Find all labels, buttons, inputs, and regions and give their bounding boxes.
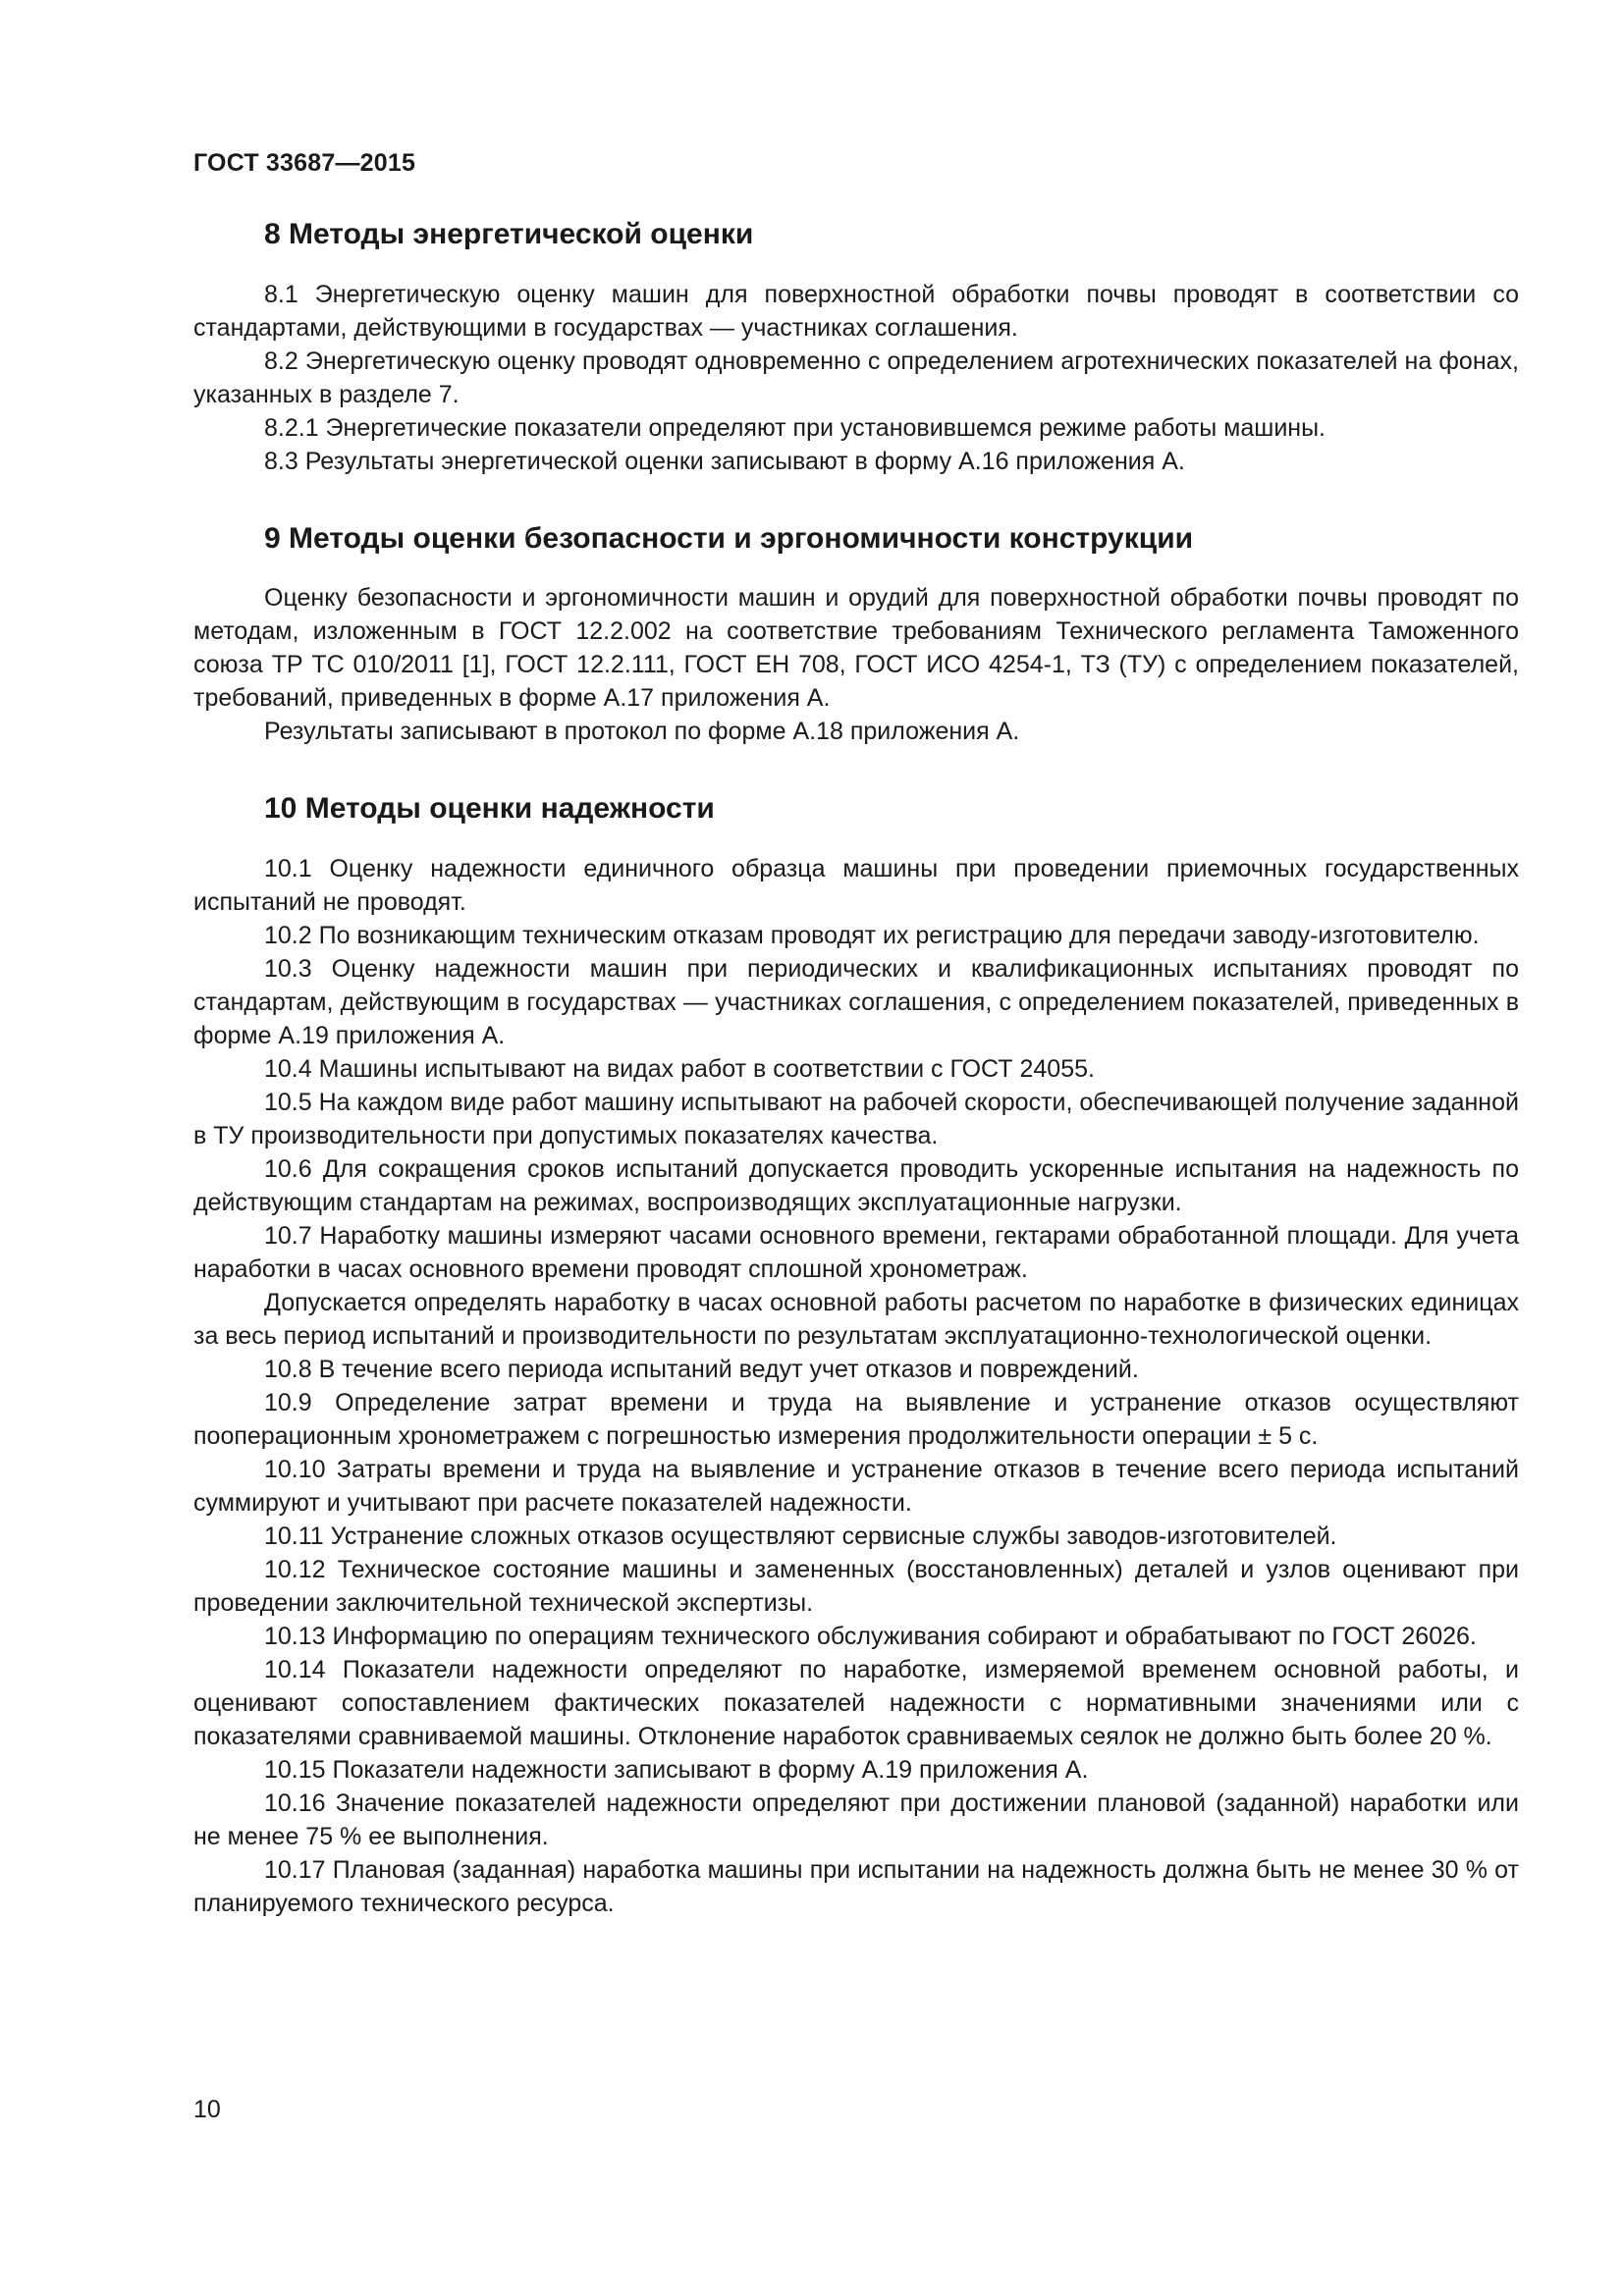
paragraph: 10.6 Для сокращения сроков испытаний допускается проводить ускоренные испытания на надежность по действующим стандартам на режимах, воспроизводящих эксплуатационные нагрузки. (193, 1154, 1519, 1216)
paragraph: 10.2 По возникающим техническим отказам проводят их регистрацию для передачи заводу-изготовителю. (264, 921, 1480, 949)
section-8 (193, 216, 1519, 478)
section-heading: 10 Методы оценки надежности (264, 792, 715, 825)
paragraph: 10.5 На каждом виде работ машину испытывают на рабочей скорости, обеспечивающей получение заданной в ТУ производительности при допустимых показателях качества. (193, 1088, 1519, 1149)
document-body (193, 216, 1519, 1920)
section-heading: 9 Методы оценки безопасности и эргономичности конструкции (264, 521, 1194, 555)
paragraph: 10.3 Оценку надежности машин при периодических и квалификационных испытаниях проводят по стандартам, действующим в государствах — участниках соглашения, с определением показателей, приведенных в форме А.19 приложения А. (193, 954, 1519, 1049)
paragraph: 10.4 Машины испытывают на видах работ в соответствии с ГОСТ 24055. (264, 1054, 1095, 1083)
page-number: 10 (193, 2096, 221, 2123)
section-10 (193, 790, 1519, 1920)
document-header: ГОСТ 33687—2015 (193, 149, 416, 177)
paragraph: 10.16 Значение показателей надежности определяют при достижении плановой (заданной) наработки или не менее 75 % ее выполнения. (193, 1789, 1519, 1850)
section-heading: 8 Методы энергетической оценки (264, 218, 754, 250)
paragraph: Результаты записывают в протокол по форме А.18 приложения А. (264, 718, 1020, 745)
paragraph: 10.10 Затраты времени и труда на выявление и устранение отказов в течение всего периода испытаний суммируют и учитывают при расчете показателей надежности. (193, 1455, 1519, 1517)
paragraph: 10.1 Оценку надежности единичного образца машины при проведении приемочных государственных испытаний не проводят. (193, 854, 1519, 916)
paragraph: 10.9 Определение затрат времени и труда на выявление и устранение отказов осуществляют пооперационным хронометражем с погрешностью измерения продолжительности операции ± 5 с. (193, 1388, 1519, 1450)
paragraph: 8.3 Результаты энергетической оценки записывают в форму А.16 приложения А. (264, 447, 1185, 475)
paragraph: 10.7 Наработку машины измеряют часами основного времени, гектарами обработанной площади. Для учета наработки в часах основного времени проводят сплошной хронометраж. (193, 1221, 1519, 1283)
paragraph: 8.2 Энергетическую оценку проводят одновременно с определением агротехнических показателей на фонах, указанных в разделе 7. (193, 347, 1519, 408)
paragraph: 10.12 Техническое состояние машины и замененных (восстановленных) деталей и узлов оценивают при проведении заключительной технической экспертизы. (193, 1555, 1519, 1617)
section-9 (193, 520, 1519, 749)
paragraph: 10.11 Устранение сложных отказов осуществляют сервисные службы заводов-изготовителей. (264, 1522, 1337, 1550)
paragraph: 10.17 Плановая (заданная) наработка машины при испытании на надежность должна быть не менее 30 % от планируемого технического ресурса. (193, 1855, 1519, 1917)
paragraph: 10.13 Информацию по операциям технического обслуживания собирают и обрабатывают по ГОСТ 26026. (264, 1622, 1477, 1650)
paragraph: 10.15 Показатели надежности записывают в форму А.19 приложения А. (264, 1755, 1089, 1784)
paragraph: 8.2.1 Энергетические показатели определяют при установившемся режиме работы машины. (264, 413, 1326, 442)
paragraph: 10.14 Показатели надежности определяют по наработке, измеряемой временем основной работы, и оценивают сопоставлением фактических показателей надежности с нормативными значениями или с показателями сравниваемой машины. Отклонение наработок сравниваемых сеялок не должно быть более 20 %. (193, 1655, 1519, 1750)
paragraph: 8.1 Энергетическую оценку машин для поверхностной обработки почвы проводят в соответствии со стандартами, действующими в государствах — участниках соглашения. (193, 280, 1519, 342)
paragraph: Оценку безопасности и эргономичности машин и орудий для поверхностной обработки почвы проводят по методам, изложенным в ГОСТ 12.2.002 на соответствие требованиям Технического регламента Таможенного союза ТР ТС 010/2011 [1], ГОСТ 12.2.111, ГОСТ ЕН 708, ГОСТ ИСО 4254-1, ТЗ (ТУ) с определением показателей, требований, приведенных в форме А.17 приложения А. (193, 584, 1519, 712)
paragraph: Допускается определять наработку в часах основной работы расчетом по наработке в физических единицах за весь период испытаний и производительности по результатам эксплуатационно-технологической оценки. (193, 1288, 1519, 1350)
paragraph: 10.8 В течение всего периода испытаний ведут учет отказов и повреждений. (264, 1355, 1139, 1383)
